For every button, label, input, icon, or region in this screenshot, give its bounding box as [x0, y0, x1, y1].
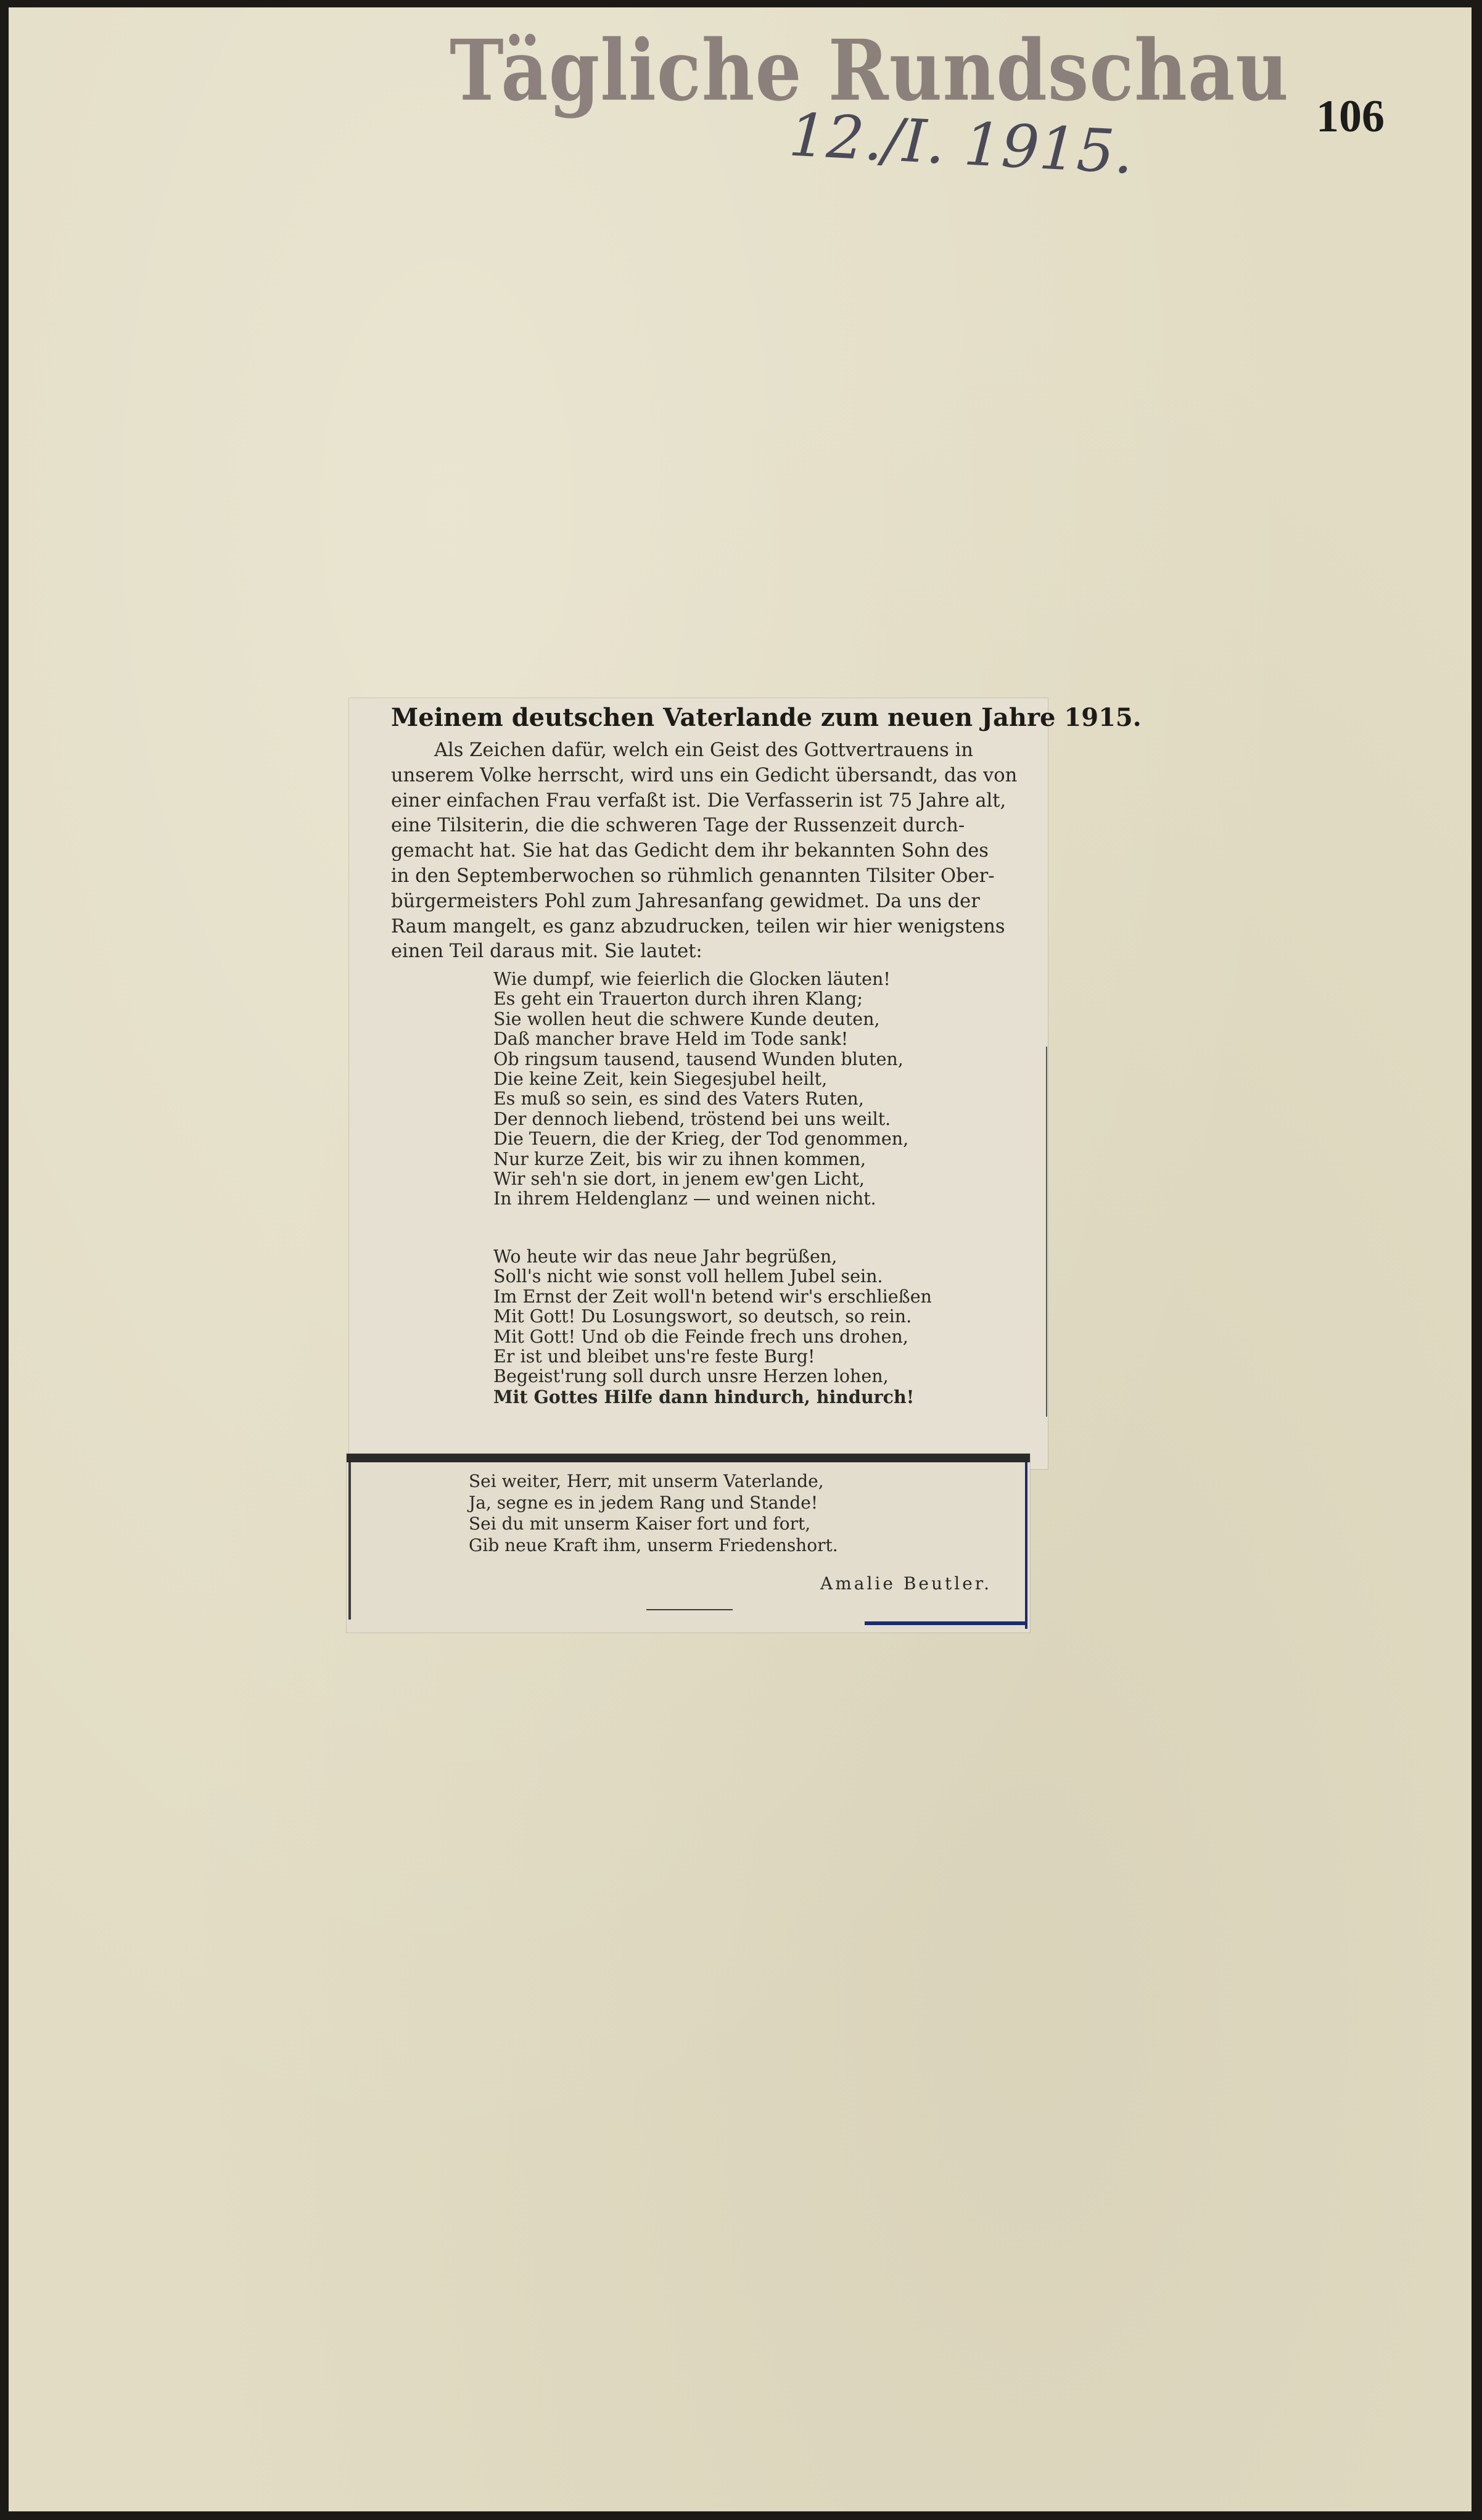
poem-line: Ob ringsum tausend, tausend Wunden bluten, — [493, 1048, 904, 1069]
poem-line: Mit Gottes Hilfe dann hindurch, hindurch! — [493, 1386, 915, 1407]
poem-line: Gib neue Kraft ihm, unserm Friedenshort. — [469, 1534, 838, 1555]
poem-line: Begeist'rung soll durch unsre Herzen lohen, — [493, 1366, 889, 1387]
newspaper-clipping-main — [349, 698, 1142, 1469]
intro-line: einen Teil daraus mit. Sie lautet: — [391, 941, 702, 963]
poem-line: Wo heute wir das neue Jahr begrüßen, — [493, 1246, 838, 1267]
poem-line: In ihrem Heldenglanz — und weinen nicht. — [493, 1188, 876, 1209]
poem-line: Soll's nicht wie sonst voll hellem Jubel sein. — [493, 1266, 883, 1287]
author-signature: Amalie Beutler. — [820, 1573, 992, 1594]
poem-line: Nur kurze Zeit, bis wir zu ihnen kommen, — [493, 1148, 867, 1169]
poem-line: Sei weiter, Herr, mit unserm Vaterlande, — [469, 1471, 824, 1491]
intro-line: unserem Volke herrscht, wird uns ein Gedicht übersandt, das von — [391, 764, 1018, 786]
poem-line: Es muß so sein, es sind des Vaters Ruten, — [493, 1089, 864, 1110]
column-rule — [1046, 1047, 1047, 1417]
poem-line: Wie dumpf, wie feierlich die Glocken läuten! — [493, 969, 891, 989]
poem-line: Wir seh'n sie dort, in jenem ew'gen Licht, — [493, 1169, 865, 1190]
poem-line: Sie wollen heut die schwere Kunde deuten, — [493, 1008, 880, 1029]
archive-sheet — [9, 7, 1472, 2511]
article-title: Meinem deutschen Vaterlande zum neuen Jahre 1915. — [391, 703, 1142, 732]
poem-line: Mit Gott! Und ob die Feinde frech uns drohen, — [493, 1326, 908, 1347]
column-rule-top — [347, 1454, 1030, 1462]
poem-line: Daß mancher brave Held im Tode sank! — [493, 1029, 849, 1050]
column-rule-left — [348, 1462, 351, 1620]
poem-stanza-1 — [493, 970, 1024, 1209]
intro-line: Raum mangelt, es ganz abzudrucken, teilen wir hier wenigstens — [391, 915, 1005, 937]
poem-line: Ja, segne es in jedem Rang und Stande! — [469, 1492, 818, 1513]
article-intro — [391, 738, 1039, 965]
poem-stanza-2 — [493, 1247, 1024, 1407]
poem-line: Er ist und bleibet uns're feste Burg! — [493, 1346, 815, 1367]
intro-line: in den Septemberwochen so rühmlich genannten Tilsiter Ober- — [391, 865, 995, 887]
poem-line: Die Teuern, die der Krieg, der Tod genommen, — [493, 1129, 909, 1150]
poem-line: Mit Gott! Du Losungswort, so deutsch, so rein. — [493, 1306, 912, 1327]
page-number: 106 — [1316, 91, 1385, 142]
poem-line: Die keine Zeit, kein Siegesjubel heilt, — [493, 1069, 828, 1090]
blue-pencil-mark — [1025, 1462, 1027, 1629]
poem-line: Der dennoch liebend, tröstend bei uns weilt. — [493, 1108, 891, 1129]
poem-line: Sei du mit unserm Kaiser fort und fort, — [469, 1513, 811, 1534]
handwritten-date: 12./I. 1915. — [787, 100, 1135, 187]
intro-line: Als Zeichen dafür, welch ein Geist des Gottvertrauens in — [434, 739, 973, 761]
intro-line: eine Tilsiterin, die die schweren Tage der Russenzeit durch- — [391, 815, 965, 837]
poem-line: Es geht ein Trauerton durch ihren Klang; — [493, 989, 863, 1010]
end-rule — [646, 1609, 733, 1610]
intro-line: gemacht hat. Sie hat das Gedicht dem ihr bekannten Sohn des — [391, 840, 989, 862]
poem-stanza-3 — [469, 1471, 974, 1556]
newspaper-stamp: Tägliche Rundschau — [450, 21, 1290, 120]
intro-line: einer einfachen Frau verfaßt ist. Die Verfasserin ist 75 Jahre alt, — [391, 789, 1007, 812]
poem-line: Im Ernst der Zeit woll'n betend wir's erschließen — [493, 1286, 932, 1307]
intro-line: bürgermeisters Pohl zum Jahresanfang gewidmet. Da uns der — [391, 890, 980, 912]
blue-pencil-underline — [865, 1621, 1025, 1625]
newspaper-clipping-continuation — [347, 1454, 1030, 1633]
